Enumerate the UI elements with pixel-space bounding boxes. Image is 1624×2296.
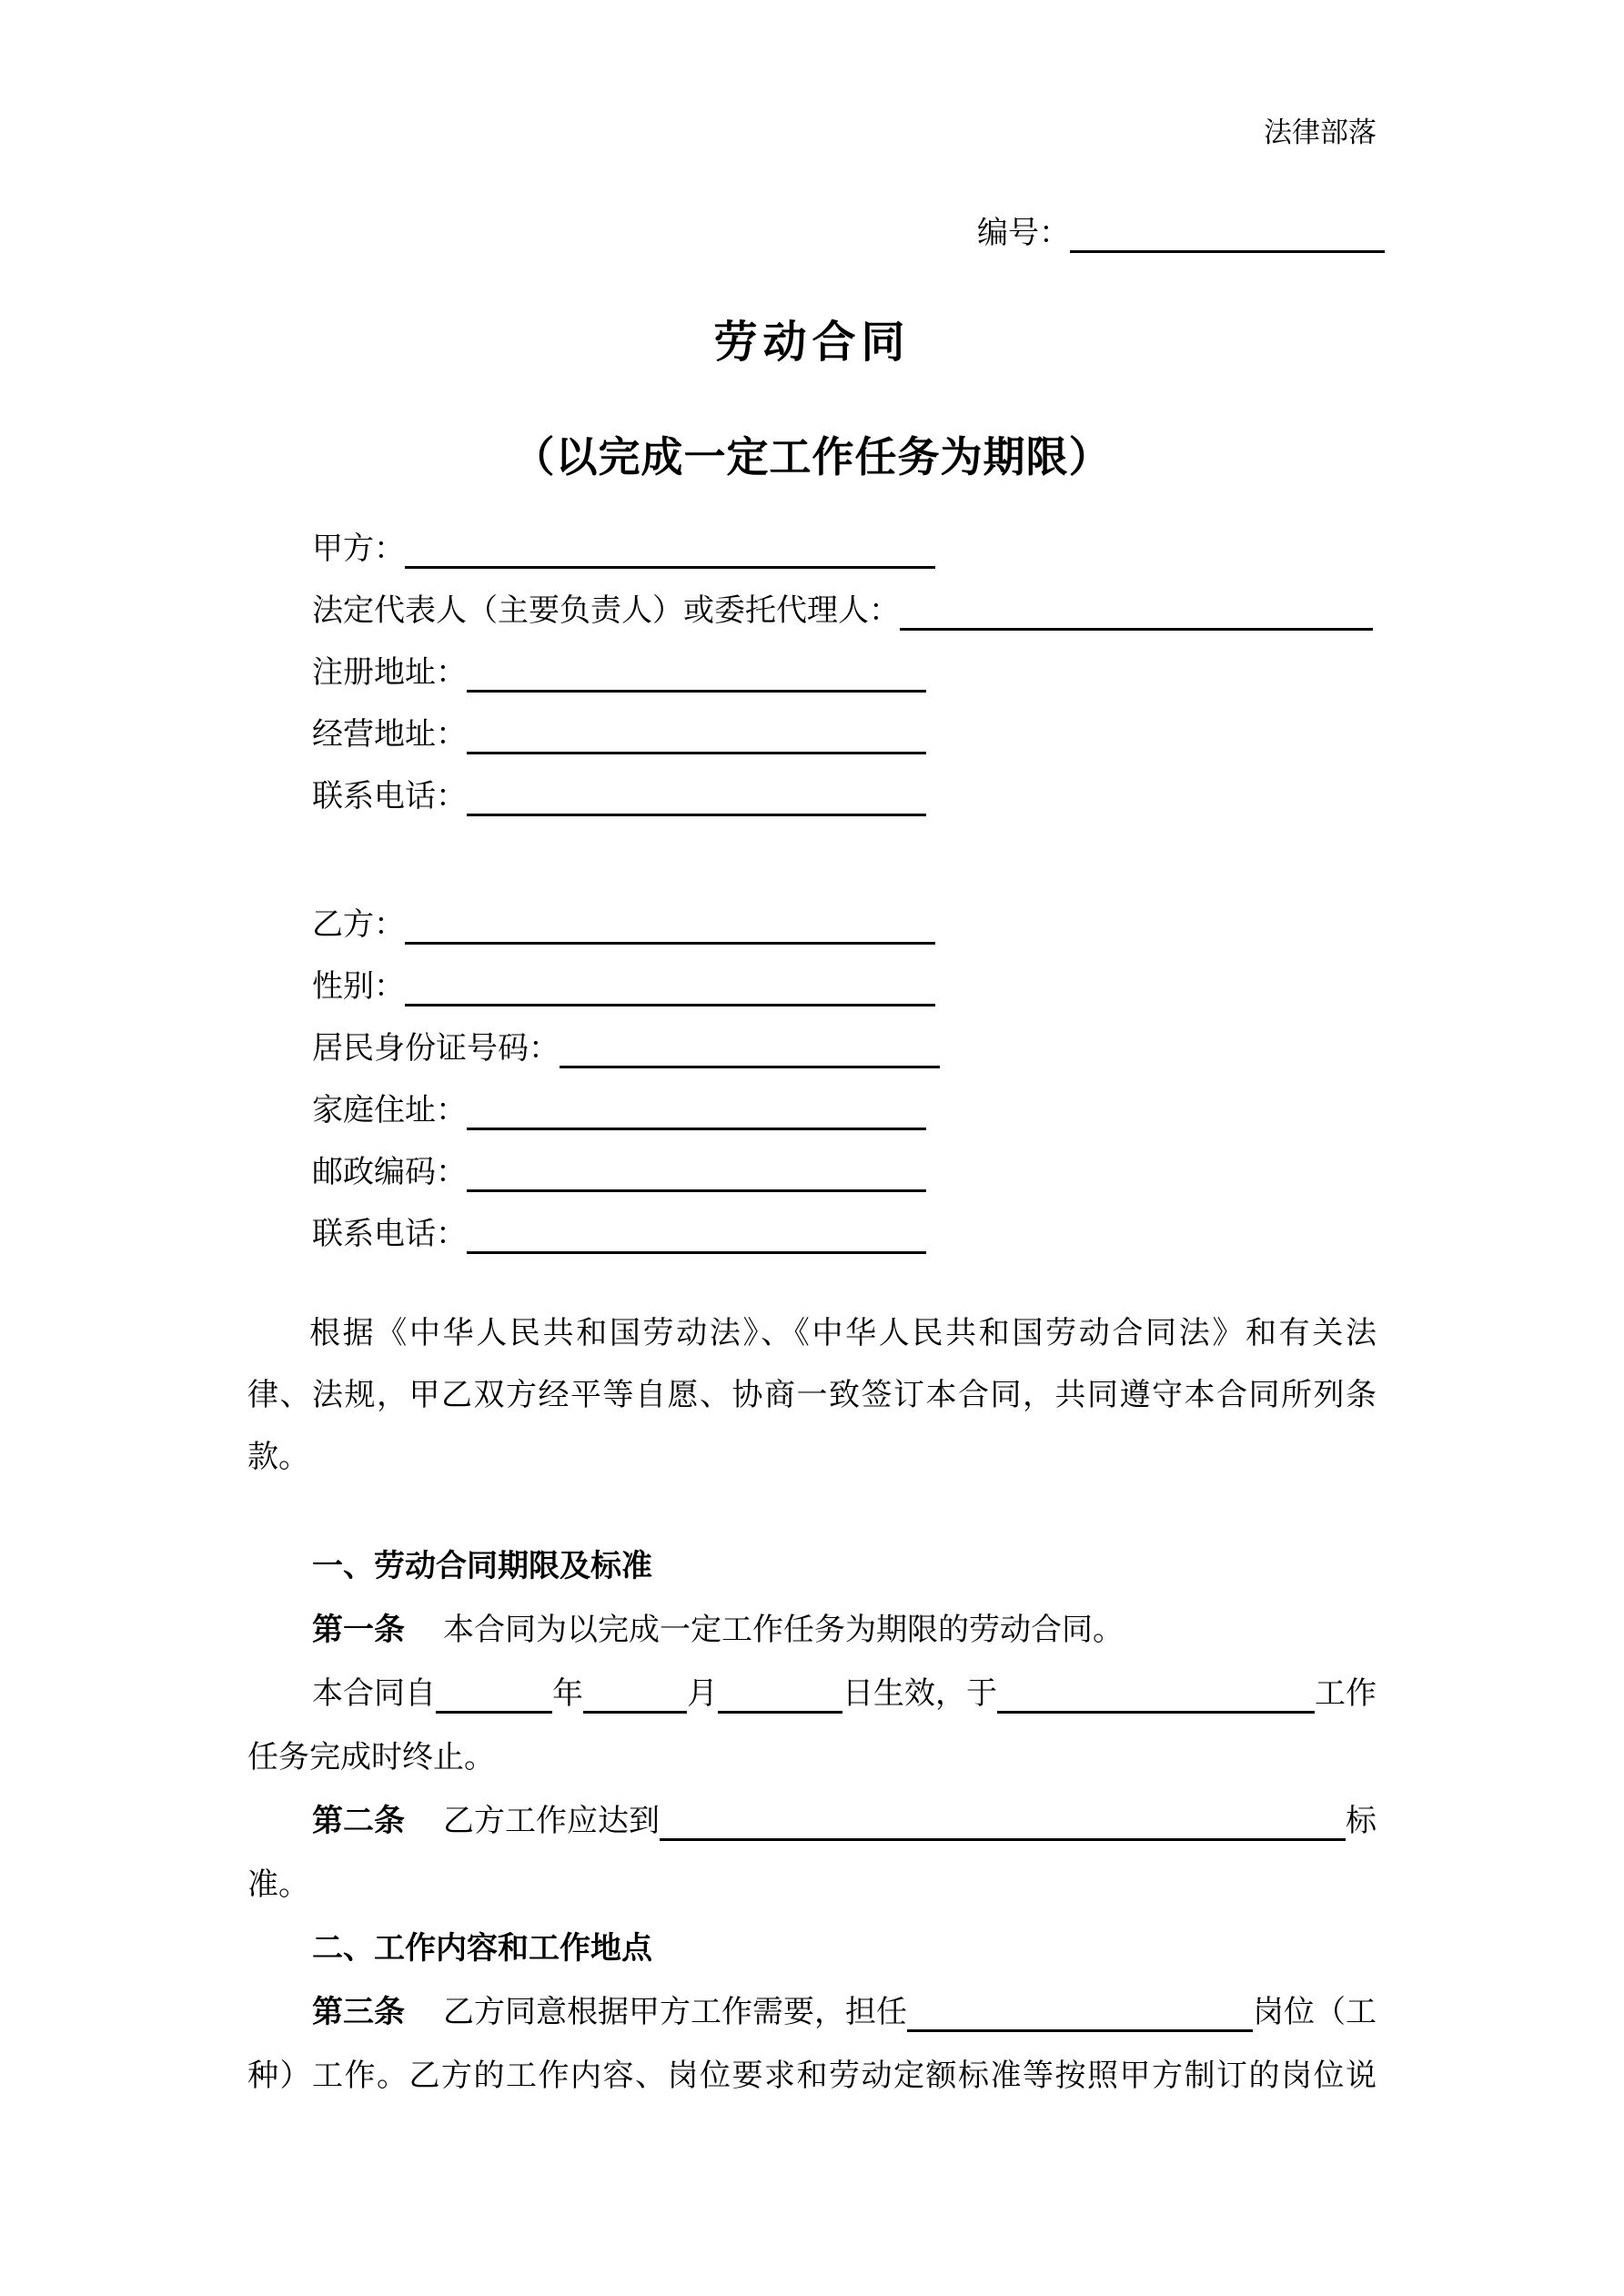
section1-heading: 一、劳动合同期限及标准 [312,1550,652,1583]
blank-line [467,1092,926,1130]
contract-title: 劳动合同 [713,319,911,367]
blank-line [405,968,935,1006]
contract-subtitle: （以完成一定工作任务为期限） [512,434,1112,480]
field-party-b-phone [312,1216,926,1254]
field-label: 注册地址： [312,656,467,690]
clause2-continuation: 准。 [247,1868,309,1902]
clause3-continuation: 种）工作。乙方的工作内容、岗位要求和劳动定额标准等按照甲方制订的岗位说 [247,2059,1377,2093]
field-label: 联系电话： [312,1218,467,1251]
field-party-a-name [312,531,935,569]
field-party-a-phone [312,778,926,816]
field-gender [312,968,935,1006]
blank-line [467,1216,926,1254]
field-business-address [312,716,926,754]
blank-line [467,778,926,816]
intro-paragraph [247,1303,1377,1489]
field-home-address [312,1092,926,1130]
intro-line: 款。 [247,1441,309,1474]
field-label: 甲方： [312,532,405,566]
field-label: 法定代表人（主要负责人）或委托代理人： [312,594,900,628]
field-label: 联系电话： [312,780,467,814]
clause2-line [312,1803,1377,1841]
intro-line: 根据《中华人民共和国劳动法》、《中华人民共和国劳动合同法》和有关法 [309,1317,1377,1350]
dates-seg3: 月 [687,1677,718,1711]
blank-line [900,592,1373,631]
clause3-number: 第三条 [312,1996,405,2029]
field-legal-representative [312,592,1373,631]
field-label: 经营地址： [312,718,467,752]
field-id-number [312,1030,940,1068]
blank-day-line [718,1675,842,1714]
contract-dates-line [312,1675,1377,1714]
serial-number-row [977,215,1385,253]
blank-line [467,716,926,754]
clause2-tail: 标 [1346,1805,1377,1838]
blank-line [467,1154,926,1192]
clause1-line [312,1612,1124,1650]
field-label: 居民身份证号码： [312,1032,560,1066]
blank-task-line [997,1675,1315,1714]
clause1-text: 本合同为以完成一定工作任务为期限的劳动合同。 [443,1613,1124,1647]
clause2-number: 第二条 [312,1805,405,1838]
field-registered-address [312,654,926,693]
clause3-line [312,1994,1377,2032]
blank-month-line [583,1675,687,1714]
site-watermark: 法律部落 [1264,116,1377,148]
blank-position-line [907,1994,1253,2032]
dates-seg2: 年 [552,1677,583,1711]
dates-seg4: 日生效，于 [842,1677,997,1711]
field-postal-code [312,1154,926,1192]
field-label: 邮政编码： [312,1156,467,1189]
field-party-b-name [312,906,935,945]
section2-heading: 二、工作内容和工作地点 [312,1932,652,1966]
clause1-number: 第一条 [312,1613,405,1647]
field-label: 乙方： [312,908,405,942]
blank-line [467,654,926,693]
blank-line [560,1030,940,1068]
field-label: 性别： [312,970,405,1004]
serial-label: 编号： [977,217,1070,250]
clause2-text: 乙方工作应达到 [443,1805,660,1838]
blank-standard-line [660,1803,1346,1841]
dates-seg1: 本合同自 [312,1677,436,1711]
blank-line [405,906,935,945]
intro-line: 律、法规，甲乙双方经平等自愿、协商一致签订本合同，共同遵守本合同所列条 [247,1379,1377,1412]
field-label: 家庭住址： [312,1094,467,1128]
clause3-tail: 岗位（工 [1253,1996,1377,2029]
serial-blank-line [1070,215,1385,253]
clause1-continuation: 任务完成时终止。 [247,1741,495,1775]
clause3-text: 乙方同意根据甲方工作需要，担任 [443,1996,907,2029]
blank-line [405,531,935,569]
blank-year-line [436,1675,552,1714]
dates-seg5: 工作 [1315,1677,1377,1711]
